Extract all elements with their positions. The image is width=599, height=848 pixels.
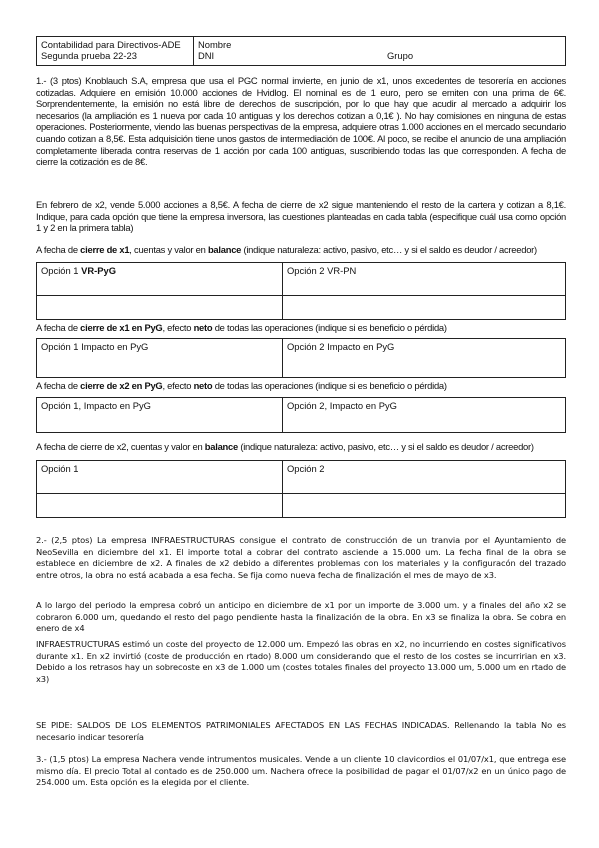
t2-option2[interactable]: Opción 2 Impacto en PyG xyxy=(283,339,566,378)
t4-option1-header: Opción 1 xyxy=(37,461,283,494)
q2-request: SE PIDE: SALDOS DE LOS ELEMENTOS PATRIMONIALES AFECTADOS EN LAS FECHAS INDICADAS. Rellenando la tabla No es necesario indicar tesorería xyxy=(36,720,566,742)
t3-option2[interactable]: Opción 2, Impacto en PyG xyxy=(283,398,566,433)
t1-option1-header: Opción 1 VR-PyG xyxy=(37,263,283,296)
header-course-cell xyxy=(37,37,194,66)
t3-option1[interactable]: Opción 1, Impacto en PyG xyxy=(37,398,283,433)
q2-paragraph-2: A lo largo del periodo la empresa cobró un anticipo en diciembre de x1 por un importe de 3.000 um. y a finales del año x2 se cobraron 6.000 um, quedando el resto del pago pendiente hasta la finalización de la obra. En x3 se finaliza la obra. Se cobra en enero de x4 xyxy=(36,600,566,634)
header-table xyxy=(36,36,566,66)
q1-table-balance-x2 xyxy=(36,460,566,518)
q1-statement-2: En febrero de x2, vende 5.000 acciones a 8,5€. A fecha de cierre de x2 sigue manteniendo el resto de la cartera y cotizan a 8,1€. Indique, para cada opción que tiene la empresa inversora, las cuestiones planteadas en cada tabla (especifique cuál usa como opción 1 y 2 en la primera tabla) xyxy=(36,199,566,234)
t4-option2-answer[interactable] xyxy=(283,494,566,518)
q3-paragraph-1: 3.- (1,5 ptos) La empresa Nachera vende intrumentos musicales. Vende a un cliente 10 clavicordios el 01/07/x1, que entrega ese mismo día. El precio Total al contado es de 250.000 um. Nachera ofrece la posibilidad de pagar el 01/07/x2 en un único pago de 254.000 um. Esta opción es la elegida por el cliente. xyxy=(36,754,566,788)
q1-table-pyg-x1 xyxy=(36,338,566,378)
dni-label: DNI xyxy=(198,50,215,61)
q1-table-balance-x1 xyxy=(36,262,566,320)
group-label: Grupo xyxy=(387,50,414,61)
t1-option1-answer[interactable] xyxy=(37,296,283,320)
t4-option2-header: Opción 2 xyxy=(283,461,566,494)
t2-option1[interactable]: Opción 1 Impacto en PyG xyxy=(37,339,283,378)
q1-label-balance-x1: A fecha de cierre de x1, cuentas y valor en balance (indique naturaleza: activo, pasivo, etc… y si el saldo es deudor / acreedor) xyxy=(36,244,537,255)
t4-option1-answer[interactable] xyxy=(37,494,283,518)
q1-label-pyg-x1: A fecha de cierre de x1 en PyG, efecto neto de todas las operaciones (indique si es beneficio o pérdida) xyxy=(36,322,447,333)
q1-statement: 1.- (3 ptos) Knoblauch S.A, empresa que usa el PGC normal invierte, en junio de x1, unos excedentes de tesorería en acciones cotizadas. Adquiere en emisión 10.000 acciones de Hvidlog. El nominal es de 1 euro, pero se emiten con una prima de 6€. Sorprendentemente, la emisión no está libre de derechos de suscripción, por lo que hay que acudir al mercado a adquirir los necesarios (la ampliación es 1 nueva por cada 10 antiguas y los derechos cotizan a 0,1€ ). No hay comisiones en ninguna de estas operaciones. Posteriormente, viendo las buenas perspectivas de la empresa, adquiere otras 1.000 acciones en el mercado secundario cuando cotizan a 8,5€. Esta adquisición tiene unos gastos de intermediación de 100€. Al poco, se recibe el anuncio de una ampliación completamente liberada contra reservas de 1 acción por cada 100 antiguas, suscribiendo todas las que corresponden. A fecha de cierre la cotización es de 8€. xyxy=(36,75,566,168)
t1-option2-header: Opción 2 VR-PN xyxy=(283,263,566,296)
q2-paragraph-3: INFRAESTRUCTURAS estimó un coste del proyecto de 12.000 um. Empezó las obras en x2, no incurriendo en costes significativos durante x1. En x2 invirtió (coste de producción en rtado) 8.000 um considerando que el resto de los costes se incurririan en x3. Debido a los retrasos hay un sobrecoste en x3 de 1.000 um (costes totales finales del proyecto 13.000 um, 5.000 um en rtado de x3) xyxy=(36,639,566,685)
q1-table-pyg-x2 xyxy=(36,397,566,433)
q2-paragraph-1: 2.- (2,5 ptos) La empresa INFRAESTRUCTURAS consigue el contrato de construcción de un tranvia por el Ayuntamiento de NeoSevilla en diciembre del x1. El importe total a cobrar del contrato asciende a 15.000 um. La fecha final de la obra se establece en diciembre de x2. A finales de x2 debido a diferentes problemas con los materiales y la configuracón del trazado entre otros, la obra no está acabada a esa fecha. Se fija como nueva fecha de finalización el mes de mayo de x3. xyxy=(36,535,566,581)
q1-label-pyg-x2: A fecha de cierre de x2 en PyG, efecto neto de todas las operaciones (indique si es beneficio o pérdida) xyxy=(36,380,447,391)
test-name: Segunda prueba 22-23 xyxy=(41,50,137,61)
header-student-cell[interactable] xyxy=(194,37,566,66)
course-name: Contabilidad para Directivos-ADE xyxy=(41,39,181,50)
q1-label-balance-x2: A fecha de cierre de x2, cuentas y valor en balance (indique naturaleza: activo, pasivo, etc… y si el saldo es deudor / acreedor) xyxy=(36,441,534,452)
name-label: Nombre xyxy=(198,39,232,50)
t1-option2-answer[interactable] xyxy=(283,296,566,320)
